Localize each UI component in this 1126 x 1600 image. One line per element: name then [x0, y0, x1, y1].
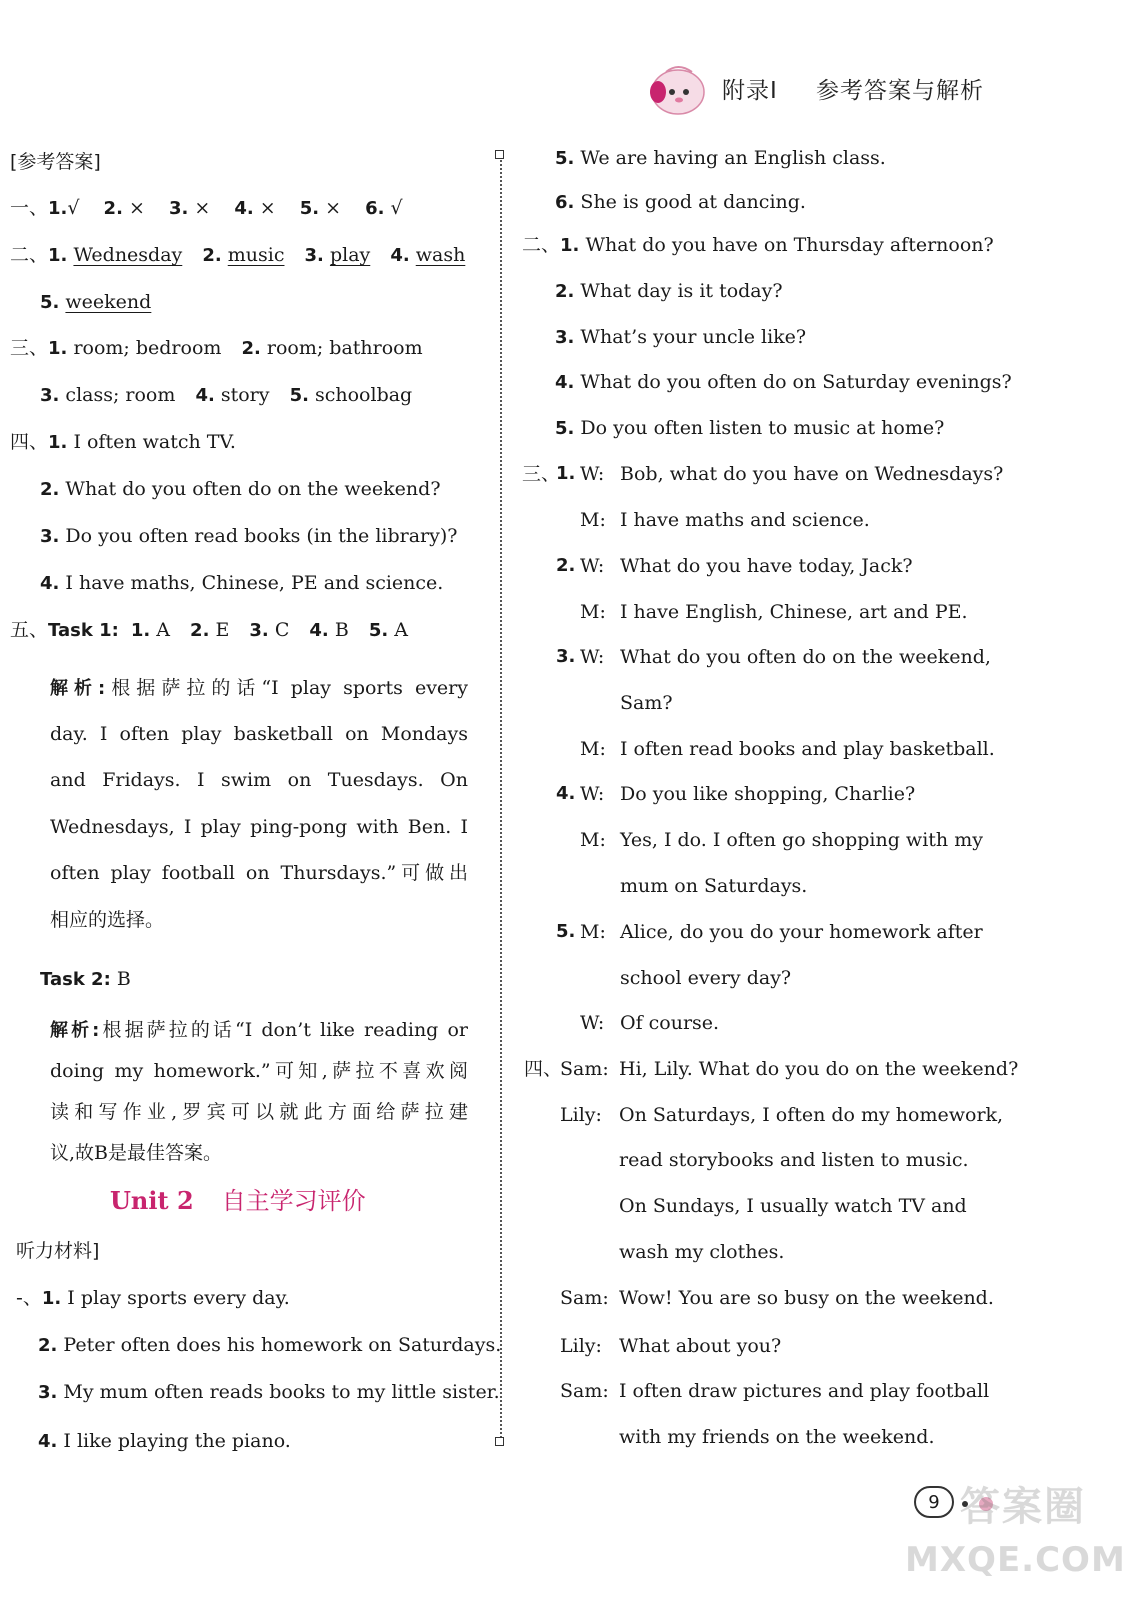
- item-number: 3.: [555, 327, 575, 348]
- analysis-line: [50, 1018, 468, 1043]
- page-number: 9: [914, 1486, 954, 1518]
- item-answer: ×: [194, 197, 211, 219]
- item-number: 4.: [555, 372, 575, 393]
- conversation-text: read storybooks and listen to music.: [619, 1149, 969, 1171]
- item-answer: wash: [415, 244, 466, 266]
- item-number: 4.: [234, 198, 254, 219]
- item-number: 2.: [40, 479, 60, 500]
- item-number: 4.: [38, 1431, 58, 1452]
- item-answer: ×: [325, 197, 342, 219]
- speaker-label: Lily:: [560, 1104, 602, 1126]
- item-answer: class; room: [65, 384, 176, 406]
- item-number: 4.: [390, 245, 410, 266]
- answer-section-5: [10, 618, 408, 643]
- item-number: 2.: [38, 1335, 58, 1356]
- item-number: 6.: [555, 192, 575, 213]
- conversation-text: I often draw pictures and play football: [619, 1380, 990, 1402]
- item-number: 4.: [556, 783, 576, 804]
- item-number: 5.: [555, 148, 575, 169]
- dialogue-text: Bob, what do you have on Wednesdays?: [620, 463, 1004, 485]
- listening-section-1: [16, 1286, 290, 1311]
- header-title: 参考答案与解析: [816, 78, 984, 104]
- item-number: 3.: [304, 245, 324, 266]
- task-label: Task 1:: [48, 620, 119, 641]
- item-answer: What do you often do on the weekend?: [65, 478, 441, 500]
- speaker-label: Sam:: [560, 1287, 609, 1309]
- speaker-label: M:: [580, 829, 606, 851]
- item-answer: C: [274, 619, 290, 641]
- listening-section-4-label: 四、: [524, 1058, 563, 1080]
- conversation-text: Wow! You are so busy on the weekend.: [619, 1287, 994, 1309]
- item-number: 2.: [103, 198, 123, 219]
- answer-line: [40, 571, 443, 596]
- item-text: I like playing the piano.: [63, 1430, 291, 1452]
- item-answer: Wednesday: [73, 244, 183, 266]
- dialogue-text: Sam?: [620, 692, 673, 714]
- item-answer: Do you often read books (in the library)?: [65, 525, 458, 547]
- conversation-text: On Sundays, I usually watch TV and: [619, 1195, 967, 1217]
- dialogue-text: Yes, I do. I often go shopping with my: [620, 829, 983, 851]
- task-2-line: [40, 967, 131, 992]
- speaker-label: W:: [580, 646, 605, 668]
- item-number: 4.: [309, 620, 329, 641]
- item-number: 1.: [130, 620, 151, 641]
- item-number: 3.: [249, 620, 269, 641]
- item-answer: weekend: [65, 291, 152, 313]
- conversation-text: What about you?: [619, 1335, 782, 1357]
- item-answer: I have maths, Chinese, PE and science.: [65, 572, 444, 594]
- section-label: 二、: [522, 234, 561, 256]
- section-label: -、: [16, 1287, 42, 1309]
- listening-line: [38, 1333, 501, 1358]
- item-number: 2.: [555, 281, 575, 302]
- analysis-line: 议,故B是最佳答案。: [50, 1142, 223, 1164]
- speaker-label: M:: [580, 921, 606, 943]
- dialogue-text: Do you like shopping, Charlie?: [620, 783, 916, 805]
- answer-section-3-cont: [40, 383, 412, 408]
- item-number: 5.: [555, 418, 575, 439]
- appendix-label: 附录Ⅰ: [722, 78, 778, 104]
- item-number: 3.: [40, 385, 60, 406]
- item-number: 1.: [48, 432, 68, 453]
- watermark-url: MXQE.COM: [905, 1540, 1126, 1580]
- item-number: 1.: [41, 1288, 62, 1309]
- item-answer: schoolbag: [314, 384, 413, 406]
- item-answer: I often watch TV.: [73, 431, 236, 453]
- speaker-label: W:: [580, 555, 605, 577]
- item-number: 2.: [241, 338, 261, 359]
- listening-line: [555, 325, 806, 350]
- answer-section-4: [10, 430, 236, 455]
- unit-heading: [110, 1186, 366, 1218]
- analysis-line: and Fridays. I swim on Tuesdays. On: [50, 769, 468, 791]
- item-number: 2.: [556, 555, 576, 576]
- item-text: Do you often listen to music at home?: [580, 417, 945, 439]
- item-text: She is good at dancing.: [580, 191, 806, 213]
- item-number: 3.: [40, 526, 60, 547]
- item-number: 6.: [365, 198, 385, 219]
- item-answer: room; bathroom: [266, 337, 423, 359]
- speaker-label: M:: [580, 738, 606, 760]
- analysis-line: 读和写作业,罗宾可以就此方面给萨拉建: [50, 1101, 468, 1123]
- conversation-text: Hi, Lily. What do you do on the weekend?: [619, 1058, 1019, 1080]
- conversation-text: wash my clothes.: [619, 1241, 785, 1263]
- item-text: What day is it today?: [580, 280, 783, 302]
- listening-line: [38, 1380, 500, 1405]
- item-number: 2.: [202, 245, 222, 266]
- listening-section-2: [522, 233, 994, 258]
- item-answer: A: [394, 619, 408, 641]
- item-answer: room; bedroom: [73, 337, 222, 359]
- unit-subtitle: 自主学习评价: [221, 1187, 366, 1215]
- dialogue-text: I often read books and play basketball.: [620, 738, 995, 760]
- speaker-label: M:: [580, 601, 606, 623]
- dialogue-text: Alice, do you do your homework after: [620, 921, 983, 943]
- item-answer: ×: [259, 197, 276, 219]
- dialogue-text: I have English, Chinese, art and PE.: [620, 601, 968, 623]
- mascot-icon: [642, 62, 712, 118]
- item-number: 5.: [40, 292, 60, 313]
- item-text: I play sports every day.: [67, 1287, 290, 1309]
- analysis-line: Wednesdays, I play ping-pong with Ben. I: [50, 816, 468, 838]
- speaker-label: W:: [580, 463, 605, 485]
- item-number: 5.: [299, 198, 320, 219]
- item-text: We are having an English class.: [580, 147, 886, 169]
- listening-section-3-label: 三、: [522, 463, 561, 485]
- reference-answers-header: [参考答案]: [10, 151, 101, 173]
- item-number: 5.: [368, 620, 389, 641]
- item-answer: √: [67, 197, 80, 219]
- analysis-text: 根据萨拉的话“I play sports every: [105, 677, 468, 699]
- listening-line: [555, 279, 783, 304]
- analysis-line: [50, 676, 468, 701]
- item-number: 4.: [40, 573, 60, 594]
- answer-section-2: [10, 243, 465, 268]
- item-text: My mum often reads books to my little sister.: [63, 1381, 500, 1403]
- item-number: 1.: [48, 245, 68, 266]
- section-label: 一、: [10, 197, 49, 219]
- item-number: 1.: [48, 338, 68, 359]
- speaker-label: Lily:: [560, 1335, 602, 1357]
- item-answer: E: [215, 619, 230, 641]
- speaker-label: Sam:: [560, 1380, 609, 1402]
- item-answer: music: [227, 244, 285, 266]
- item-text: What’s your uncle like?: [580, 326, 807, 348]
- watermark-logo: 答案圈: [960, 1484, 1086, 1530]
- analysis-line: often play football on Thursdays.”可做出: [50, 862, 468, 884]
- divider-bottom-marker: [495, 1437, 504, 1446]
- item-text: What do you have on Thursday afternoon?: [585, 234, 994, 256]
- answer-section-3: [10, 336, 423, 361]
- item-number: 1.: [48, 198, 68, 219]
- item-number: 3.: [38, 1382, 58, 1403]
- item-number: 2.: [190, 620, 210, 641]
- item-answer: ×: [128, 197, 145, 219]
- dialogue-text: mum on Saturdays.: [620, 875, 808, 897]
- analysis-line: 相应的选择。: [50, 909, 165, 931]
- item-number: 1.: [556, 463, 576, 484]
- dialogue-text: I have maths and science.: [620, 509, 870, 531]
- section-label: 三、: [10, 337, 49, 359]
- item-answer: √: [390, 197, 403, 219]
- dialogue-text: What do you have today, Jack?: [620, 555, 913, 577]
- page-header: [630, 62, 1010, 122]
- item-answer: B: [116, 968, 131, 990]
- item-number: 1.: [560, 235, 580, 256]
- dialogue-text: school every day?: [620, 967, 792, 989]
- analysis-label: 解析:: [50, 678, 106, 699]
- analysis-text: 根据萨拉的话“I don’t like reading or: [99, 1019, 468, 1041]
- answer-line: [40, 524, 457, 549]
- item-text: What do you often do on Saturday evenings?: [580, 371, 1012, 393]
- speaker-label: M:: [580, 509, 606, 531]
- speaker-label: Sam:: [560, 1058, 609, 1080]
- conversation-text: with my friends on the weekend.: [619, 1426, 935, 1448]
- dialogue-text: Of course.: [620, 1012, 720, 1034]
- divider-top-marker: [495, 150, 504, 159]
- analysis-line: day. I often play basketball on Mondays: [50, 723, 468, 745]
- column-divider: [500, 152, 502, 1442]
- item-answer: story: [220, 384, 270, 406]
- item-text: Peter often does his homework on Saturdays.: [63, 1334, 502, 1356]
- item-number: 3.: [556, 646, 576, 667]
- section-label: 五、: [10, 619, 49, 641]
- answer-section-1: [10, 196, 403, 221]
- section-label: 二、: [10, 244, 49, 266]
- answer-line: [40, 477, 441, 502]
- item-answer: B: [334, 619, 349, 641]
- listening-line: [555, 416, 944, 441]
- conversation-text: On Saturdays, I often do my homework,: [619, 1104, 1004, 1126]
- listening-material-header: 听力材料]: [16, 1240, 100, 1262]
- speaker-label: W:: [580, 783, 605, 805]
- listening-line: [555, 146, 886, 171]
- analysis-label: 解析:: [50, 1020, 100, 1041]
- item-number: 5.: [556, 921, 576, 942]
- item-answer: play: [329, 244, 371, 266]
- task-label: Task 2:: [40, 969, 111, 990]
- listening-line: [555, 190, 806, 215]
- section-label: 四、: [10, 431, 49, 453]
- item-answer: A: [156, 619, 170, 641]
- analysis-line: doing my homework.”可知,萨拉不喜欢阅: [50, 1060, 468, 1082]
- item-number: 5.: [289, 385, 309, 406]
- item-number: 4.: [195, 385, 215, 406]
- dialogue-text: What do you often do on the weekend,: [620, 646, 991, 668]
- speaker-label: W:: [580, 1012, 605, 1034]
- item-number: 3.: [168, 198, 189, 219]
- listening-line: [555, 370, 1012, 395]
- answer-section-2-cont: [40, 290, 151, 315]
- listening-line: [38, 1429, 291, 1454]
- unit-title: Unit 2: [110, 1186, 194, 1215]
